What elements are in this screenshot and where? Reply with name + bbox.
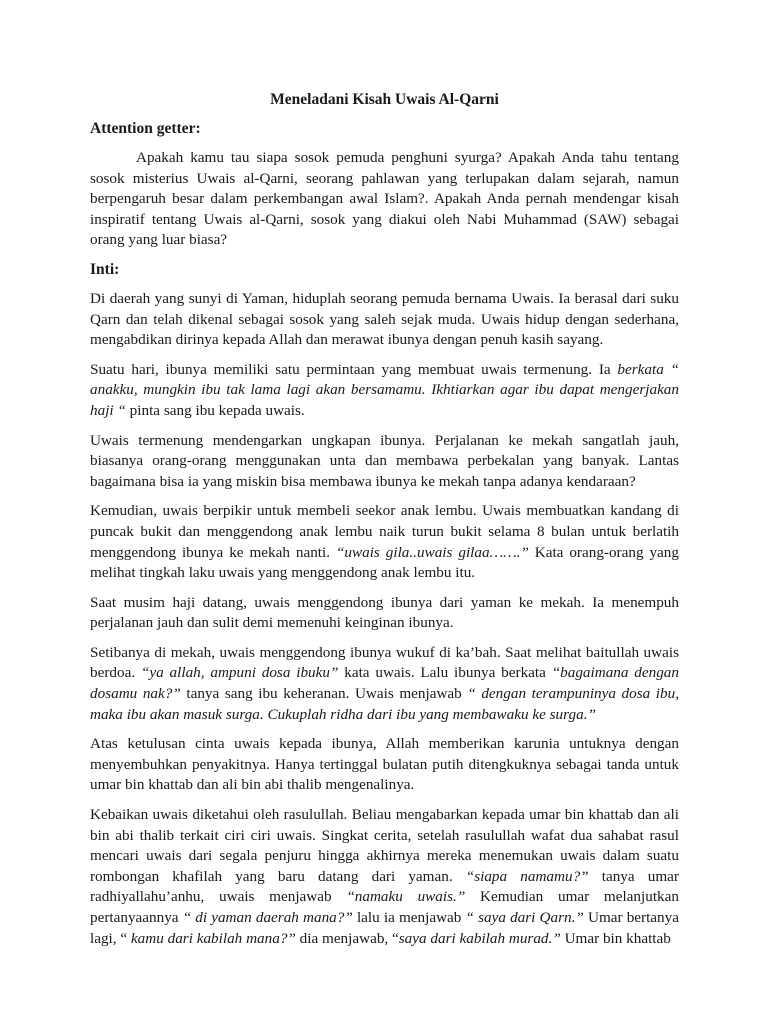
quote: “namaku uwais.” [346, 888, 466, 906]
attention-getter-heading: Attention getter: [90, 120, 201, 137]
quote: berkata “ anakku, mungkin ibu tak lama lagi akan bersamamu. Ikhtiarkan agar ibu dapat mengerjakan haji “ [90, 360, 679, 419]
text-run: pinta sang ibu kepada uwais. [125, 401, 305, 419]
text-run: Umar bertanya lagi, “ [90, 909, 679, 947]
text-run: Setibanya di mekah, uwais menggendong ibunya wukuf di ka’bah. Saat melihat baitullah uwais berdoa. [90, 643, 679, 682]
text-run: Suatu hari, ibunya memiliki satu permintaan yang membuat uwais termenung. Ia [90, 360, 618, 378]
quote: “uwais gila..uwais gilaa…….” [335, 543, 529, 561]
paragraph-1: Di daerah yang sunyi di Yaman, hiduplah seorang pemuda bernama Uwais. Ia berasal dari suku Qarn dan telah dikenal sebagai sosok yang saleh sejak muda. Uwais hidup dengan sederhana, mengabdikan dirinya kepada Allah dan merawat ibunya dengan penuh kasih sayang. [90, 289, 679, 349]
quote: “ya allah, ampuni dosa ibuku” [140, 664, 339, 682]
paragraph-8 [90, 805, 679, 949]
text-run: Kemudian, uwais berpikir untuk membeli seekor anak lembu. Uwais membuatkan kandang di puncak bukit dan menggendong anak lembu naik turun bukit selama 8 bulan untuk berlatih menggendong ibunya ke mekah nanti. [90, 502, 679, 561]
text-run: kata uwais. Lalu ibunya berkata [338, 664, 552, 682]
quote: “ dengan terampuninya dosa ibu, maka ibu akan masuk surga. Cukuplah ridha dari ibu yang membawaku ke surga.” [90, 685, 679, 723]
text-run: dia menjawab, “ [295, 929, 399, 947]
paragraph-5: Saat musim haji datang, uwais menggendong ibunya dari yaman ke mekah. Ia menempuh perjalanan jauh dan sulit demi memenuhi keinginan ibunya. [90, 593, 679, 632]
quote: “siapa namamu?” [465, 867, 589, 885]
quote: “ di yaman daerah mana?” [182, 909, 353, 926]
paragraph-2 [90, 360, 679, 422]
inti-heading: Inti: [90, 260, 120, 278]
text-run: Kemudian umar melanjutkan pertanyaannya [90, 888, 679, 926]
text-run: Kata orang-orang yang melihat tingkah laku uwais yang menggendong anak lembu itu. [90, 543, 679, 582]
paragraph-4 [90, 501, 679, 583]
text-run: lalu ia menjawab [352, 909, 466, 926]
quote: kamu dari kabilah mana?” [130, 929, 296, 947]
quote: saya dari kabilah murad.” [398, 929, 561, 947]
text-run: Kebaikan uwais diketahui oleh rasulullah. Beliau mengabarkan kepada umar bin khattab dan ali bin abi thalib terkait ciri ciri uwais. Singkat cerita, setelah rasulullah wafat dua sahabat rasul mencari uwais dari segala penjuru hingga akhirnya mereka menemukan uwais dalam suatu rombongan khafilah yang baru datang dari yaman. [90, 806, 679, 885]
paragraph-3: Uwais termenung mendengarkan ungkapan ibunya. Perjalanan ke mekah sangatlah jauh, biasanya orang-orang menggunakan unta dan membawa perbekalan yang banyak. Lantas bagaimana bisa ia yang miskin bisa membawa ibunya ke mekah tanpa adanya kendaraan? [90, 431, 679, 490]
paragraph-7: Atas ketulusan cinta uwais kepada ibunya, Allah memberikan karunia untuknya dengan menyembuhkan penyakitnya. Hanya tertinggal bulatan putih ditengkuknya sebagai tanda untuk umar bin khattab dan ali bin abi thalib mengenalinya. [90, 735, 679, 794]
text-run: tanya sang ibu keheranan. Uwais menjawab [180, 685, 468, 703]
text-run: Umar bin khattab [560, 929, 671, 947]
document-title: Meneladani Kisah Uwais Al-Qarni [270, 91, 499, 108]
attention-getter-paragraph: Apakah kamu tau siapa sosok pemuda penghuni syurga? Apakah Anda tahu tentang sosok misterius Uwais al-Qarni, seorang pahlawan yang terlupakan dalam sejarah, namun berpengaruh besar dalam perkembangan awal Islam?. Apakah Anda pernah mendengar kisah inspiratif tentang Uwais al-Qarni, sosok yang diakui oleh Nabi Muhammad (SAW) sebagai orang yang luar biasa? [90, 149, 679, 249]
quote: “ saya dari Qarn.” [465, 909, 584, 926]
quote: “bagaimana dengan dosamu nak?” [90, 664, 679, 703]
paragraph-6 [90, 643, 679, 725]
text-run: tanya umar radhiyallahu’anhu, uwais menjawab [90, 867, 679, 906]
